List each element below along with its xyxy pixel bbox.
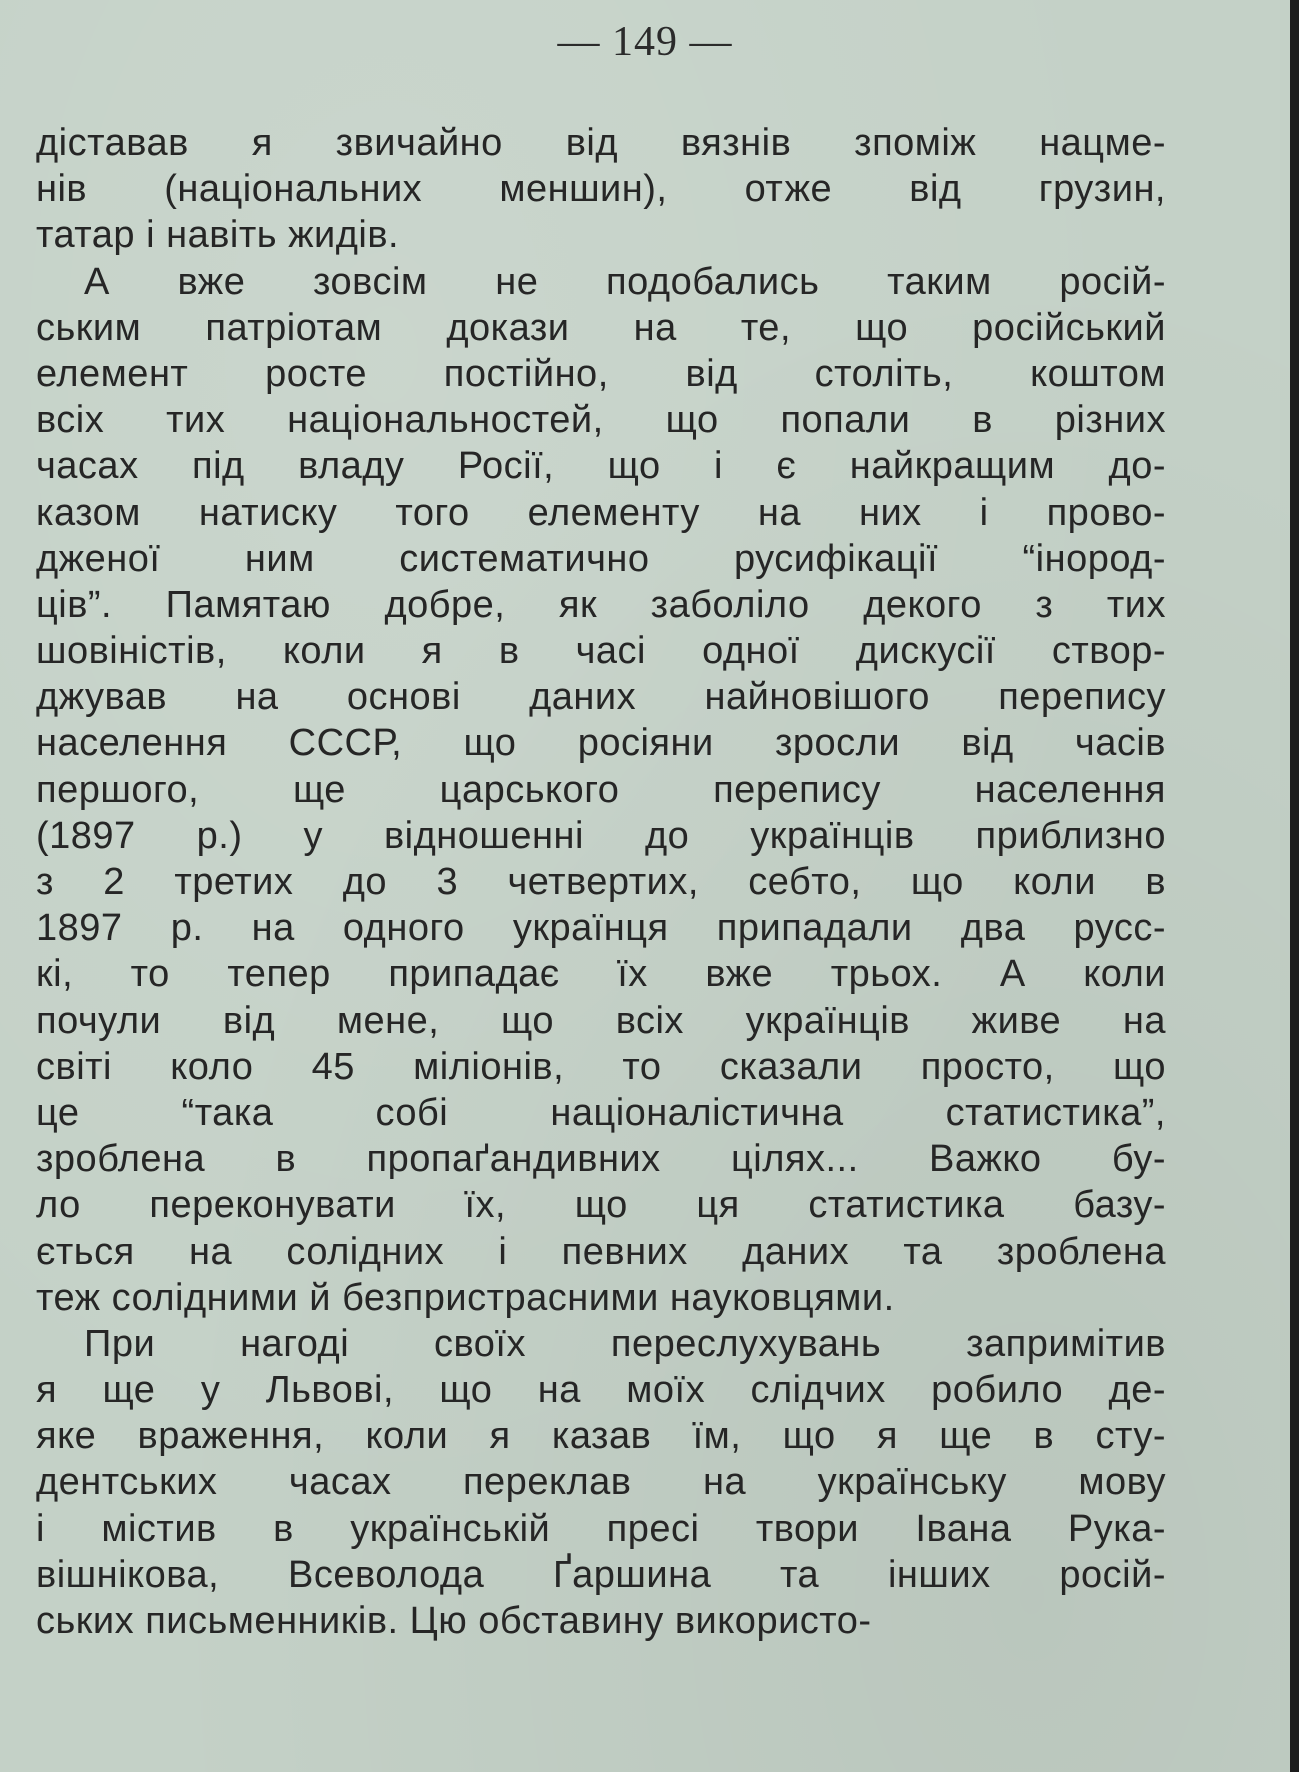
- text-line: населення СССР, що росіяни зросли від часів: [36, 722, 1166, 765]
- text-line: зроблена в пропаґандивних цілях... Важко бу-: [36, 1138, 1166, 1181]
- text-line: світі коло 45 міліонів, то сказали просто, що: [36, 1045, 1166, 1088]
- text-line: нів (національних меншин), отже від грузин,: [36, 168, 1166, 211]
- paragraph: [36, 120, 1166, 259]
- text-line: з 2 третих до 3 четвертих, себто, що коли в: [36, 861, 1166, 903]
- text-line: ється на солідних і певних даних та зроблена: [36, 1230, 1166, 1273]
- page-edge-shadow: [1290, 0, 1299, 1772]
- text-line: яке враження, коли я казав їм, що я ще в сту-: [36, 1415, 1166, 1458]
- page-number: — 149 —: [557, 19, 733, 65]
- text-line: ло перекoнувати їх, що ця статистика базу-: [36, 1184, 1166, 1227]
- text-line: джував на основі даних найновішого перепису: [36, 676, 1166, 719]
- text-line: це “така собі націоналістична статистика”,: [36, 1091, 1166, 1134]
- text-line: елемент росте постійно, від століть, коштом: [36, 352, 1166, 395]
- text-line: казом натиску того елементу на них і прово-: [36, 491, 1166, 534]
- paragraph: [36, 1321, 1166, 1644]
- text-line: При нагоді своїх переслухувань запримітив: [84, 1322, 1166, 1365]
- text-line: всіх тих національностей, що попали в різних: [36, 399, 1166, 442]
- text-line: татар і навіть жидів.: [36, 214, 400, 257]
- paragraph: [36, 259, 1166, 1321]
- text-line: почули від мене, що всіх українців живе на: [36, 999, 1166, 1042]
- text-line: першого, ще царського перепису населення: [36, 768, 1166, 811]
- text-line: дженої ним систематично русифікації “інород-: [36, 537, 1166, 580]
- text-line: я ще у Львові, що на моїх слідчих робило де-: [36, 1369, 1166, 1412]
- text-line: діставав я звичайно від вязнів зпоміж нацме-: [36, 122, 1166, 164]
- text-line: ців”. Памятаю добре, як заболіло декого з тих: [36, 583, 1166, 626]
- text-line: кі, то тепер припадає їх вже трьох. А коли: [36, 953, 1166, 996]
- text-line: дентських часах переклав на українську мову: [36, 1461, 1166, 1504]
- text-line: 1897 р. на одного українця припадали два русс-: [36, 907, 1166, 950]
- text-line: часах під владу Росії, що і є найкращим до-: [36, 445, 1166, 488]
- text-line: (1897 р.) у відношенні до українців приблизно: [36, 814, 1166, 857]
- text-line: А вже зовсім не подобались таким росій-: [84, 260, 1166, 303]
- text-line: ських письменників. Цю обставину використо-: [36, 1600, 872, 1642]
- text-line: шовіністів, коли я в часі одної дискусії створ-: [36, 630, 1166, 673]
- text-line: і містив в українській пресі твори Івана Рука-: [36, 1507, 1166, 1550]
- body-text: [36, 120, 1166, 1644]
- text-line: ським патріотам докази на те, що російський: [36, 306, 1166, 349]
- text-line: теж солідними й безпристрасними науковцями.: [36, 1276, 895, 1319]
- text-line: вішнікова, Всеволода Ґаршина та інших росій-: [36, 1553, 1166, 1596]
